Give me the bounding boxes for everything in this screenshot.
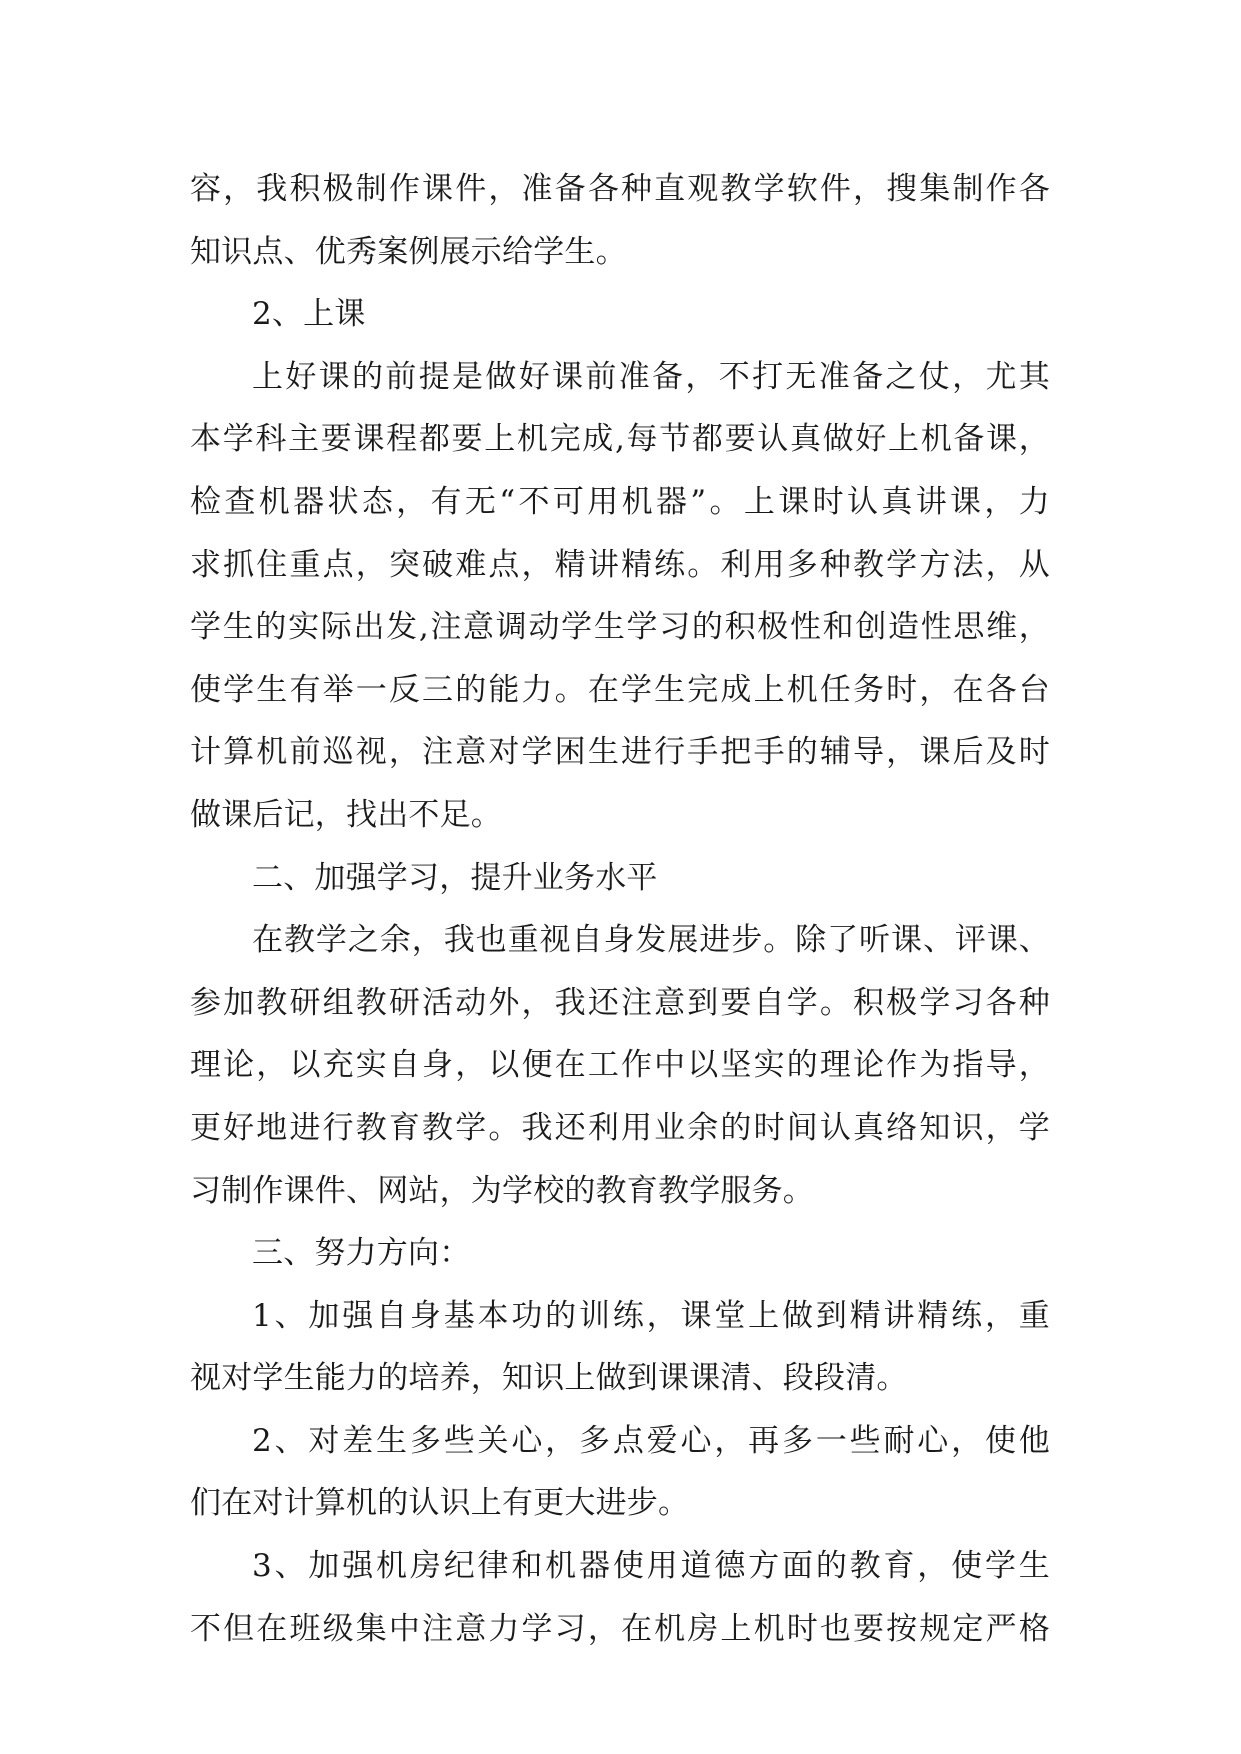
text-line: 参加教研组教研活动外，我还注意到要自学。积极学习各种 [190, 984, 1050, 1021]
text-line: 理论，以充实自身，以便在工作中以坚实的理论作为指导， [190, 1047, 1050, 1084]
text-line: 使学生有举一反三的能力。在学生完成上机任务时，在各台 [190, 671, 1050, 708]
section-heading: 二、加强学习，提升业务水平 [252, 859, 658, 896]
text-line: 容，我积极制作课件，准备各种直观教学软件，搜集制作各 [190, 171, 1050, 207]
text-line: 习制作课件、网站，为学校的教育教学服务。 [190, 1172, 814, 1209]
text-line: 不但在班级集中注意力学习，在机房上机时也要按规定严格 [190, 1610, 1050, 1647]
section-heading: 2、上课 [252, 296, 366, 333]
text-line: 上好课的前提是做好课前准备，不打无准备之仗，尤其 [252, 358, 1050, 395]
section-heading: 三、努力方向： [252, 1235, 471, 1272]
text-line: 本学科主要课程都要上机完成,每节都要认真做好上机备课， [190, 421, 1050, 458]
text-line: 求抓住重点，突破难点，精讲精练。利用多种教学方法，从 [190, 546, 1050, 583]
text-line: 在教学之余，我也重视自身发展进步。除了听课、评课、 [252, 922, 1050, 959]
document-body [190, 158, 1050, 1660]
text-line: 2、对差生多些关心，多点爱心，再多一些耐心，使他 [252, 1422, 1050, 1459]
text-line: 视对学生能力的培养，知识上做到课课清、段段清。 [190, 1360, 908, 1397]
text-line: 3、加强机房纪律和机器使用道德方面的教育，使学生 [252, 1548, 1050, 1585]
text-line: 们在对计算机的认识上有更大进步。 [190, 1485, 690, 1522]
text-line: 做课后记，找出不足。 [190, 796, 502, 833]
text-line: 1、加强自身基本功的训练，课堂上做到精讲精练，重 [252, 1297, 1050, 1334]
text-line: 计算机前巡视，注意对学困生进行手把手的辅导，课后及时 [190, 734, 1050, 771]
text-line: 学生的实际出发,注意调动学生学习的积极性和创造性思维， [190, 609, 1050, 646]
text-line: 检查机器状态，有无“不可用机器”。上课时认真讲课，力 [190, 483, 1050, 520]
text-line: 知识点、优秀案例展示给学生。 [190, 233, 627, 270]
text-line: 更好地进行教育教学。我还利用业余的时间认真络知识，学 [190, 1109, 1050, 1146]
